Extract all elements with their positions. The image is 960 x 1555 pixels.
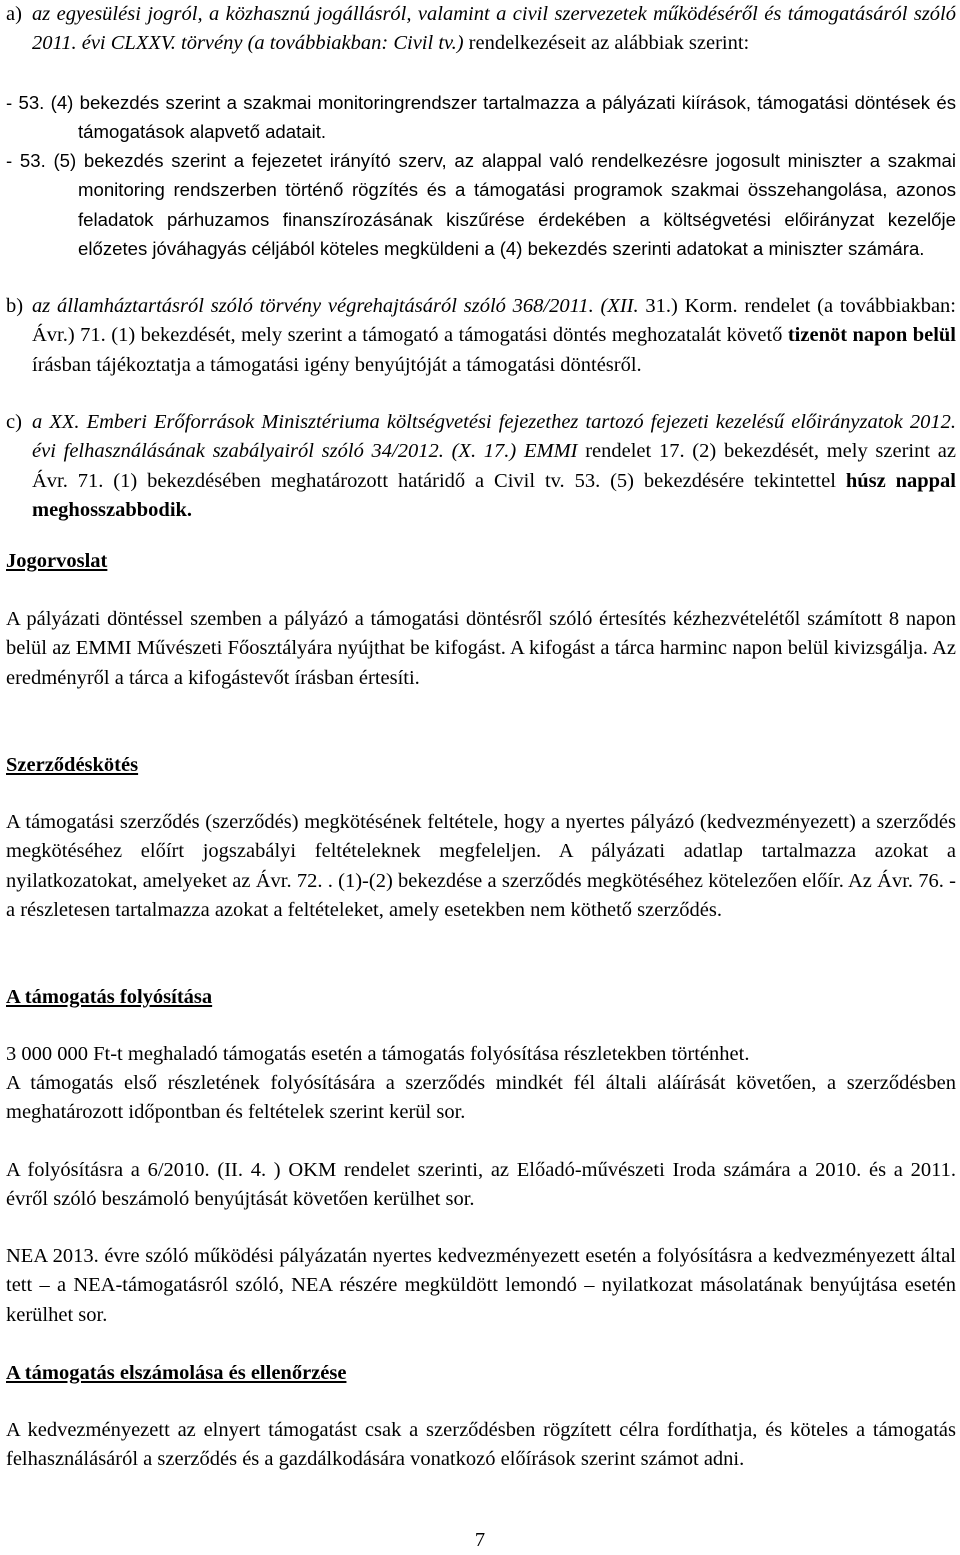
emphasis: húsz nappal meghosszabbodik. (32, 469, 957, 521)
emphasis: tizenöt napon belül (787, 324, 956, 347)
list-item-b (6, 292, 956, 380)
list-item-a (6, 0, 956, 59)
section-paragraph: A pályázati döntéssel szemben a pályázó a támogatási döntésről szóló értesítés kézhezvételétől számított 8 napon belül az EMMI Művészeti Főosztályára nyújthat be kifogást. A kifogást a tárca harminc napon belül kivizsgálja. Az eredményről a tárca a kifogástevőt írásban értesíti. (6, 608, 956, 689)
section-paragraph: A kedvezményezett az elnyert támogatást csak a szerződésben rögzített célra fordíthatja, és köteles a támogatás felhasználásáról a szerződés és a gazdálkodására vonatkozó előírások szerint számot adni. (6, 1419, 956, 1471)
page-number: 7 (474, 1529, 486, 1551)
section-heading: A támogatás folyósítása (6, 986, 213, 1008)
section-heading: A támogatás elszámolása és ellenőrzése (6, 1362, 347, 1384)
section-heading: Jogorvoslat (6, 550, 108, 572)
section-paragraph: 3 000 000 Ft-t meghaladó támogatás esetén a támogatás folyósítása részletekben történhet. (6, 1043, 750, 1065)
list-marker: b) (6, 295, 24, 317)
list-sub-item: - 53. (4) bekezdés szerint a szakmai monitoringrendszer tartalmazza a pályázati kiírások, támogatási döntések és támogatások alapvető adatait. (6, 92, 956, 143)
list-marker: a) (6, 3, 22, 25)
list-sub-item: - 53. (5) bekezdés szerint a fejezetet irányító szerv, az alappal való rendelkezésre jogosult miniszter a szakmai monitoring rendszerben történő rögzítés és a támogatási programok szakmai összehangolása, azonos feladatok párhuzamos finanszírozásának kiszűrése érdekében a költségvetési előirányzat kezelője előzetes jóváhagyás céljából köteles megküldeni a (4) bekezdés szerinti adatokat a miniszter számára. (6, 150, 956, 259)
list-item-c-text: a XX. Emberi Erőforrások Minisztériuma költségvetési fejezethez tartozó fejezeti kezelésű előirányzatok 2012. évi felhasználásának szabályairól szóló 34/2012. (X. 17.) EMMI rendelet 17. (2) bekezdését, mely szerint az Ávr. 71. (1) bekezdésében meghatározott határidő a Civil tv. 53. (5) bekezdésére tekintettel húsz nappal meghosszabbodik. (32, 411, 957, 521)
list-item-c (6, 408, 956, 525)
law-citation: a XX. Emberi Erőforrások Minisztériuma költségvetési fejezethez tartozó fejezeti kezelésű előirányzatok 2012. évi felhasználásának szabályairól szóló 34/2012. (X. 17.) EMMI (32, 411, 956, 463)
section-paragraph: A támogatás első részletének folyósítására a szerződés mindkét fél általi aláírását követően, a szerződésben meghatározott időpontban és feltételek szerint kerül sor. (6, 1072, 956, 1124)
section-heading: Szerződéskötés (6, 754, 139, 776)
section-paragraph: A folyósításra a 6/2010. (II. 4. ) OKM rendelet szerinti, az Előadó-művészeti Iroda számára a 2010. és a 2011. évről szóló beszámoló benyújtását követően kerülhet sor. (6, 1159, 956, 1211)
section-paragraph: NEA 2013. évre szóló működési pályázatán nyertes kedvezményezett esetén a folyósításra a kedvezményezett által tett – a NEA-támogatásról szóló, NEA részére megküldött lemondó – nyilatkozat másolatának benyújtása esetén kerülhet sor. (6, 1245, 956, 1326)
section-paragraph: A támogatási szerződés (szerződés) megkötésének feltétele, hogy a nyertes pályázó (kedvezményezett) a szerződés megkötéséhez előírt jogszabályi feltételeknek megfeleljen. A pályázati adatlap tartalmazza azokat a nyilatkozatokat, amelyeket az Ávr. 72. . (1)-(2) bekezdése a szerződés megkötéséhez kötelezően előír. Az Ávr. 76. -a részletesen tartalmazza azokat a feltételeket, amely esetekben nem köthető szerződés. (6, 811, 956, 921)
list-item-b-text: az államháztartásról szóló törvény végrehajtásáról szóló 368/2011. (XII. 31.) Korm. rendelet (a továbbiakban: Ávr.) 71. (1) bekezdését, mely szerint a támogató a támogatási döntés meghozatalát követő tizenöt napon belül írásban tájékoztatja a támogatási igény benyújtóját a támogatási döntésről. (32, 295, 956, 376)
law-citation: az egyesülési jogról, a közhasznú jogállásról, valamint a civil szervezetek működéséről és támogatásáról szóló 2011. évi CLXXV. törvény (a továbbiakban: Civil tv.) (32, 3, 956, 55)
law-citation: az államháztartásról szóló törvény végrehajtásáról szóló 368/2011. (XII. (32, 295, 639, 317)
list-item-a-text: az egyesülési jogról, a közhasznú jogállásról, valamint a civil szervezetek működéséről és támogatásáról szóló 2011. évi CLXXV. törvény (a továbbiakban: Civil tv.) rendelkezéseit az alábbiak szerint: (32, 3, 956, 55)
list-marker: c) (6, 411, 22, 433)
